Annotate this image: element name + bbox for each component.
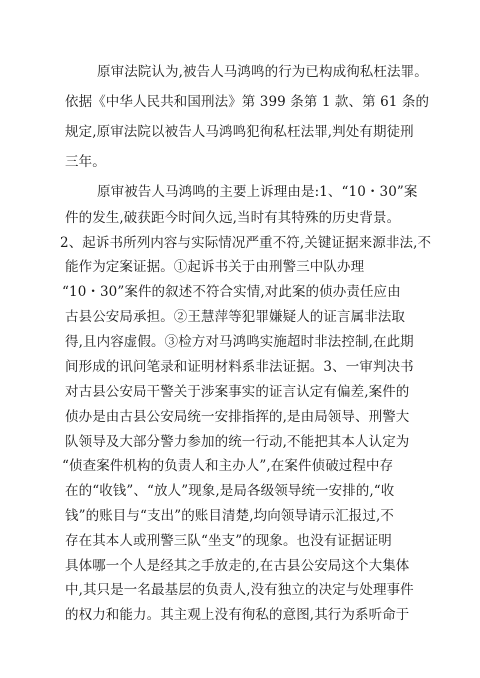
text-line: “10・30”案件的叙述不符合实情,对此案的侦办责任应由	[62, 284, 401, 300]
text-line: 间形成的讯问笔录和证明材料系非法证据。3、一审判决书	[65, 359, 414, 375]
text-line: 件的发生,破获距今时间久远,当时有其特殊的历史背景。	[65, 210, 401, 226]
text-line: 得,且内容虚假。③检方对马鸿鸣实施超时非法控制,在此期	[65, 334, 414, 350]
text-line: 存在其本人或刑警三队“坐支”的现象。也没有证据证明	[65, 533, 392, 549]
text-line: 钱”的账目与“支出”的账目清楚,均向领导请示汇报过,不	[65, 508, 394, 524]
text-line: 在的“收钱”、“放人”现象,是局各级领导统一安排的,“收	[65, 483, 395, 499]
text-line: 规定,原审法院以被告人马鸿鸣犯徇私枉法罪,判处有期徒刑	[65, 124, 414, 140]
text-line: 对古县公安局干警关于涉案事实的证言认定有偏差,案件的	[65, 384, 410, 400]
text-line: 三年。	[65, 154, 106, 170]
text-line: 2、起诉书所列内容与实际情况严重不符,关键证据来源非法,不	[60, 235, 432, 251]
text-line: 依据《中华人民共和国刑法》第 399 条第 1 款、第 61 条的	[65, 94, 430, 110]
text-line: 的权力和能力。其主观上没有徇私的意图,其行为系听命于	[65, 607, 410, 623]
text-line: 能作为定案证据。①起诉书关于由刑警三中队办理	[65, 259, 365, 275]
text-line: 队领导及大部分警力参加的统一行动,不能把其本人认定为	[65, 434, 410, 450]
text-line: 原审法院认为,被告人马鸿鸣的行为已构成徇私枉法罪。	[97, 64, 428, 80]
text-line: 原审被告人马鸿鸣的主要上诉理由是:1、“10・30”案	[97, 184, 418, 200]
text-line: 侦办是由古县公安局统一安排指挥的,是由局领导、刑警大	[65, 409, 410, 425]
text-line: 中,其只是一名最基层的负责人,没有独立的决定与处理事件	[65, 582, 414, 598]
text-line: 具体哪一个人是经其之手放走的,在古县公安局这个大集体	[65, 558, 410, 574]
text-line: “侦查案件机构的负责人和主办人”,在案件侦破过程中存	[62, 458, 394, 474]
text-line: 古县公安局承担。②王慧萍等犯罪嫌疑人的证言属非法取	[65, 309, 405, 325]
